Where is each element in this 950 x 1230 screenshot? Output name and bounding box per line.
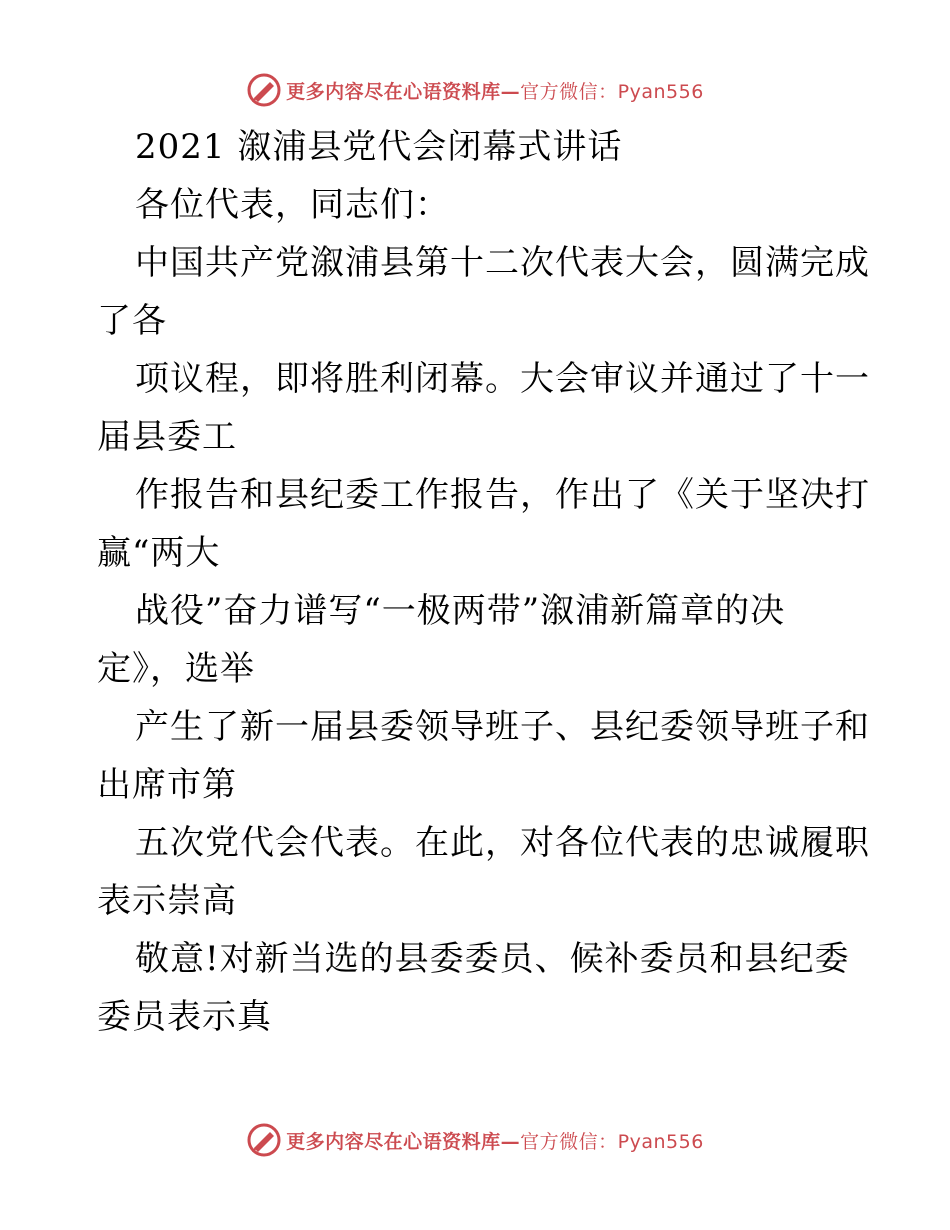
footer-banner	[0, 1120, 950, 1160]
doc-line: 作报告和县纪委工作报告，作出了《关于坚决打	[135, 475, 870, 515]
pen-logo-icon	[246, 1122, 282, 1158]
banner-sep: —	[500, 80, 521, 103]
doc-line: 五次党代会代表。在此，对各位代表的忠诚履职	[135, 823, 870, 863]
banner-wechat: 官方微信：Pyan556	[520, 1130, 704, 1153]
banner-sep: —	[500, 1130, 521, 1153]
banner-wechat: 官方微信：Pyan556	[520, 80, 704, 103]
doc-line: 敬意!对新当选的县委委员、候补委员和县纪委	[135, 939, 850, 979]
doc-line: 赢“两大	[97, 533, 221, 573]
doc-line: 项议程，即将胜利闭幕。大会审议并通过了十一	[135, 359, 870, 399]
doc-salutation: 各位代表，同志们：	[135, 185, 450, 225]
doc-line: 产生了新一届县委领导班子、县纪委领导班子和	[135, 707, 870, 747]
doc-line: 委员表示真	[97, 997, 272, 1037]
doc-line: 出席市第	[97, 765, 237, 805]
doc-line: 中国共产党溆浦县第十二次代表大会，圆满完成	[135, 243, 870, 283]
pen-logo-icon	[246, 72, 282, 108]
doc-line: 届县委工	[97, 417, 237, 457]
header-banner	[0, 70, 950, 110]
banner-text	[286, 77, 704, 104]
document-body	[97, 118, 870, 1046]
banner-main: 更多内容尽在心语资料库	[286, 80, 501, 103]
doc-title: 2021 溆浦县党代会闭幕式讲话	[135, 127, 623, 167]
banner-main: 更多内容尽在心语资料库	[286, 1130, 501, 1153]
doc-line: 表示崇高	[97, 881, 237, 921]
banner-text	[286, 1127, 704, 1154]
doc-line: 战役”奋力谱写“一极两带”溆浦新篇章的决	[135, 591, 786, 631]
doc-line: 定》，选举	[97, 649, 255, 689]
doc-line: 了各	[97, 301, 167, 341]
